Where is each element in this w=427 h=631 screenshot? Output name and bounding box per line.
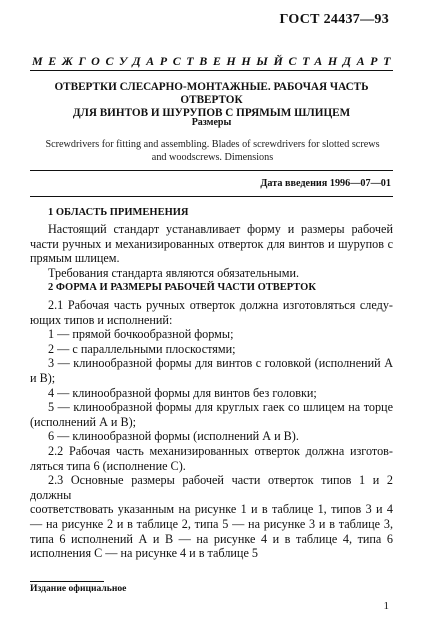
- official-edition-note: Издание официальное: [30, 583, 127, 594]
- paragraph-line: 2.3 Основные размеры рабочей части отверток типов 1 и 2 должны: [30, 473, 393, 502]
- paragraph-line: прямым шлицем.: [30, 251, 120, 266]
- list-item-continuation: (исполнений А и В);: [30, 414, 137, 429]
- list-item: 3 — клинообразной формы для винтов с головкой (исполнений А: [48, 356, 393, 371]
- document-title: [30, 81, 393, 120]
- list-item: 5 — клинообразной формы для круглых гаек со шлицем на торце: [48, 400, 393, 415]
- list-item: 6 — клинообразной формы (исполнений А и В).: [48, 429, 299, 444]
- paragraph-line: исполнения С — на рисунке 4 и в таблице 5: [30, 546, 259, 561]
- paragraph-line: ющих типов и исполнений:: [30, 312, 173, 327]
- banner-left: МЕЖГОСУДАРСТВЕННЫЙ: [32, 54, 289, 68]
- list-item-continuation: и В);: [30, 370, 56, 385]
- paragraph-line: ляться типа 6 (исполнение С).: [30, 458, 186, 473]
- footer-rule: [30, 581, 104, 582]
- paragraph-line: части ручных и механизированных отверток для винтов и шурупов с: [30, 236, 393, 251]
- english-title-line: and woodscrews. Dimensions: [151, 152, 274, 163]
- page-number: 1: [383, 600, 389, 612]
- paragraph: [30, 298, 393, 561]
- banner-right: СТАНДАРТ: [288, 54, 397, 68]
- section-heading: 1 ОБЛАСТЬ ПРИМЕНЕНИЯ: [48, 207, 189, 218]
- list-item: 1 — прямой бочкообразной формы;: [48, 327, 234, 342]
- date-rule: [30, 196, 393, 197]
- english-title: [44, 138, 381, 164]
- introduction-date: Дата введения 1996—07—01: [260, 178, 391, 189]
- paragraph: [30, 222, 393, 266]
- standard-banner: [32, 54, 397, 69]
- paragraph-line: соответствовать указанным на рисунке 1 и в таблице 1, типов 3 и 4: [30, 502, 393, 517]
- title-line: ОТВЕРТКИ СЛЕСАРНО-МОНТАЖНЫЕ. РАБОЧАЯ ЧАСТЬ ОТВЕРТОК: [54, 81, 369, 106]
- paragraph-line: Настоящий стандарт устанавливает форму и размеры рабочей: [48, 222, 393, 236]
- title-line: ДЛЯ ВИНТОВ И ШУРУПОВ С ПРЯМЫМ ШЛИЦЕМ: [72, 107, 351, 119]
- list-item: 4 — клинообразной формы для винтов без головки;: [48, 385, 317, 400]
- paragraph-line: 2.1 Рабочая часть ручных отверток должна изготовляться следу-: [48, 298, 393, 312]
- section-heading: 2 ФОРМА И РАЗМЕРЫ РАБОЧЕЙ ЧАСТИ ОТВЕРТОК: [48, 282, 316, 293]
- top-rule: [30, 70, 393, 71]
- paragraph-line: 2.2 Рабочая часть механизированных отверток должна изготов-: [48, 443, 393, 458]
- english-title-line: Screwdrivers for fitting and assembling. Blades of screwdrivers for slotted screws: [45, 139, 380, 150]
- gost-code: ГОСТ 24437—93: [279, 12, 389, 27]
- paragraph: [30, 266, 393, 281]
- document-subtitle: Размеры: [191, 117, 232, 128]
- paragraph-line: Требования стандарта являются обязательными.: [48, 266, 300, 280]
- paragraph-line: типа 6 исполнений А и В — на рисунке 4 и в таблице 4, типа 6: [30, 531, 393, 546]
- paragraph-line: — на рисунке 2 и в таблице 2, типа 5 — на рисунке 3 и в таблице 3,: [30, 516, 393, 531]
- title-rule: [30, 170, 393, 171]
- list-item: 2 — с параллельными плоскостями;: [48, 341, 236, 356]
